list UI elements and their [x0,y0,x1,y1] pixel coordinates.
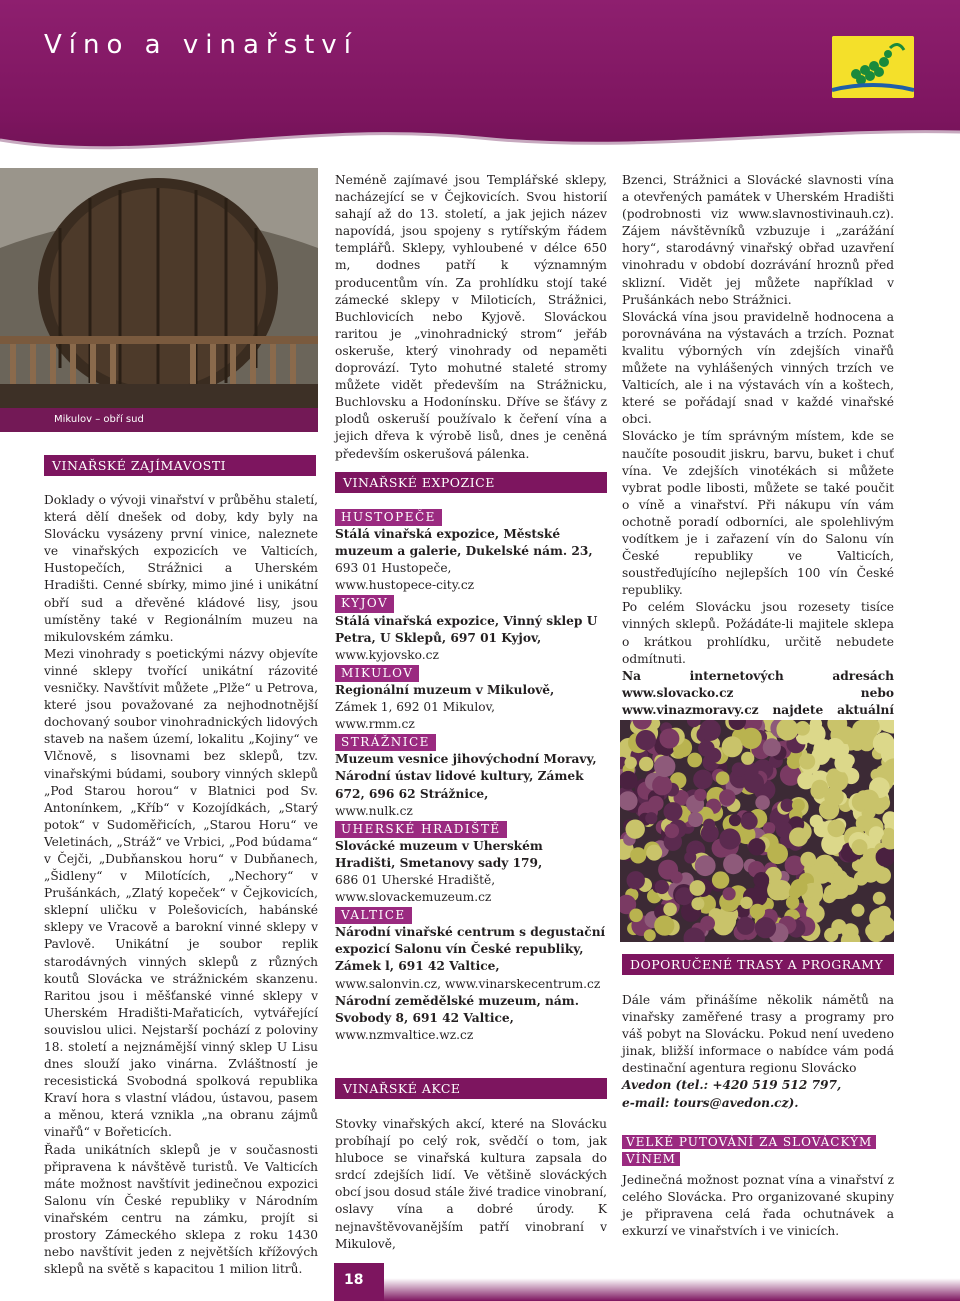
cellar-barrel-photo [0,168,318,432]
paragraph: Slovácká vína jsou pravidelně hodnocena a porovnávána na výstavách a trzích. Poznat kvalitu výborných vín zdejších vinařů můžete na vyhlášených vinných trzích ve Valticích, ale i na výstavách vín a koštech, které se pořádají snad v každé vinařské obci. [622,309,894,427]
expo-name: Stálá vinařská expozice, Městské muzeum a galerie, Dukelské nám. 23, [335,527,593,559]
footer-band [334,1263,960,1301]
expo-item [335,664,607,733]
expo-link[interactable]: www.salonvin.cz, www.vinarskecentrum.cz [335,976,601,991]
expo-item [335,733,607,819]
expo-address: 686 01 Uherské Hradiště, [335,872,496,887]
column-3-velke [622,1172,894,1240]
town-label: HUSTOPEČE [335,509,442,526]
expo-link[interactable]: www.rmm.cz [335,717,415,732]
subheading-line: VÍNEM [622,1152,680,1166]
expo-address: Zámek 1, 692 01 Mikulov, [335,700,495,715]
expo-address: 693 01 Hustopeče, [335,561,452,576]
paragraph: Stovky vinařských akcí, které na Slovácku probíhají po celý rok, svědčí o tom, jak hluboce se vinařská kultura zapsala do srdcí zdejších lidí. Ve většině slováckých obcí jsou dosud stále živé tradice vinobraní, oslavy vína a dobré úrody. K nejnavštěvovanějším patří vinobraní v Mikulově, [335,1117,607,1251]
column-2-akce [335,1116,607,1253]
paragraph: Dále vám přinášíme několik námětů na vinařsky zaměřené trasy a programy pro váš pobyt na Slovácku. Pokud není uvedeno jinak, bližší informace o nabídce vám podá destinační agentura regionu Slovácko [622,993,894,1076]
column-3-trasy [622,992,894,1112]
town-label: VALTICE [335,907,412,924]
paragraph: Po celém Slovácku jsou rozesety tisíce vinných sklepů. Požádáte-li majitele sklepa o krátkou prohlídku, určitě nebudete odmítnuti. [622,600,894,666]
expo-name: Národní vinařské centrum s degustační expozicí Salonu vín České republiky, Zámek l, 691 42 Valtice, [335,925,606,974]
expo-link[interactable]: www.slovackemuzeum.cz [335,890,492,905]
column-3-intro [622,172,894,736]
expo-link[interactable]: www.hustopece-city.cz [335,578,475,593]
expo-name: Muzeum vesnice jihovýchodní Moravy, Národní ústav lidové kultury, Zámek 672, 696 62 Strážnice, [335,752,597,801]
town-label: KYJOV [335,595,394,612]
expo-link[interactable]: www.kyjovsko.cz [335,647,439,662]
paragraph: Řada unikátních sklepů je v současnosti připravena k návštěvě turistů. Ve Valticích máte možnost navštívit jedinečnou expozici Salonu vín České republiky v Národním vinařském centru na zámku, projít si prostory Zámeckého sklepa z roku 1430 nebo navštívit jeden z největších křížových sklepů na světě s kapacitou 1 milion litrů. [44,1142,318,1277]
region-logo [832,36,914,98]
section-heading-expozice: VINAŘSKÉ EXPOZICE [335,472,607,493]
paragraph: Doklady o vývoji vinařství v průběhu staletí, která dělí dnešek od doby, kdy byly na Slovácku vysázeny první vinice, naleznete ve vinařských expozicích ve Valticích, Hustopečích, Strážnici a Uherském Hradišti. Cenné sbírky, mimo jiné i unikátní obří sud a dřevěné kládové lisy, jsou umístěny také v Regionálním muzeu na mikulovském zámku. [44,493,318,644]
town-label: UHERSKÉ HRADIŠTĚ [335,821,507,838]
paragraph: Neméně zajímavé jsou Templářské sklepy, nacházející se v Čejkovicích. Svou historií sahají až do 13. století, a jak jejich název napovídá, jsou spojeny s rytířským řádem templářů. Sklepy, vyhloubené v délce 650 m, dodnes patří k významným producentům vín. Za prohlídku stojí také zámecké sklepy v Miloticích, Strážnici, Buchlovicích nebo Kyjově. Slováckou raritou je „vinohradnický strom“ jeřáb oskeruše, který vinohrady od nepaměti doprovází. Tyto mohutné staleté stromy můžete vidět především na Strážnicku, Buchlovsku a Hodonínsku. Dříve se šťávy z plodů oskeruší používalo k čeření vína a jejich dřeva k výrobě lisů, dnes je ceněná především oskerušová pálenka. [335,173,607,461]
expo-list [335,508,607,1044]
column-2-intro [335,172,607,463]
paragraph: Mezi vinohrady s poetickými názvy objevíte vinné sklepy tvořící unikátní rázovité vesničky. Navštívit můžete „Plže“ u Petrova, které jsou považované za nejhodnotnější dochovaný soubor vinohradnických lidových staveb na našem území, lokalitu „Kojiny“ ve Vlčnově, s lisovnami bez sklepů, tzv. vinařskými búdami, soubory vinných sklepů „Pod Starou horou“ v Blatnici pod Sv. Antonínkem, „Kříb“ v Kozojídkách, „Starý potok“ v Sudoměřicích, „Starou Horu“ ve Veletinách, „Stráž“ ve Vrbici, „Pod búdama“ v Čejči, „Dubňanskou horu“ v Dubňanech, „Šidleny“ v Milotících, „Nechory“ v Prušánkách, „Zlatý kopeček“ v Čejkovicích, sklepní uličku v Polešovicích, habánské sklepy ve Vracově a barokní vinné sklepy v Pavlově. Unikátní je soubor replik starodávných vinných sklepů z různých koutů Slovácka ve strážnickém skanzenu. Raritou jsou i měšťanské vinné sklepy v Uherském Hradišti-Mařaticích, vytvářející souvislou ulici. Nejstarší pochází z poloviny 18. století a nejznámější vinný sklep U Lisu dnes slouží jako vinárna. Zvláštností je recesistická Svobodná spolková republika Kraví hora s vlastní vládou, ústavou, pasem a měnou, která vznikla „na obranu zájmů vinařů“ v Bořeticích. [44,646,318,1140]
velke-putovani-heading [622,1134,894,1168]
expo-item [335,508,607,594]
section-heading-zajimavosti: VINAŘSKÉ ZAJÍMAVOSTI [44,455,316,476]
banner-wave [0,110,960,170]
expo-name: Regionální muzeum v Mikulově, [335,682,555,697]
grape-logo-icon [832,36,914,98]
page-title: Víno a vinařství [44,30,358,60]
contact-email[interactable]: e-mail: tours@avedon.cz). [622,1095,799,1110]
town-label: MIKULOV [335,665,419,682]
paragraph: Bzenci, Strážnici a Slovácké slavnosti vína a otevřených památek v Uherském Hradišti (podrobnosti viz www.slavnostivinauh.cz). Zájem návštěvníků vzbuzuje i „zarážání hory“, starodávný vinařský obřad uzavření vinohradu v období dozrávání hroznů před sklizní. Vidět jej můžete například v Prušánkách nebo Strážnici. [622,173,894,307]
expo-name: Slovácké muzeum v Uherském Hradišti, Smetanovy sady 179, [335,838,543,870]
paragraph: Na internetových adresách www.slovacko.cz nebo www.vinazmoravy.cz najdete aktuální [622,668,894,717]
section-heading-trasy: DOPORUČENÉ TRASY A PROGRAMY [622,954,894,975]
subheading-line: VELKÉ PUTOVÁNÍ ZA SLOVÁCKÝM [622,1135,876,1149]
column-1 [44,492,318,1278]
photo-caption: Mikulov – obří sud [54,414,144,425]
expo-link[interactable]: www.nzmvaltice.wz.cz [335,1027,474,1042]
expo-item [335,820,607,906]
expo-item [335,594,607,663]
expo-name: Národní zemědělské muzeum, nám. Svobody 8, 691 42 Valtice, [335,993,579,1025]
page-number: 18 [334,1263,384,1301]
expo-link[interactable]: www.nulk.cz [335,803,413,818]
town-label: STRÁŽNICE [335,734,436,751]
section-heading-akce: VINAŘSKÉ AKCE [335,1078,607,1099]
grapes-photo [620,720,894,942]
paragraph: Jedinečná možnost poznat vína a vinařství z celého Slovácka. Pro organizované skupiny je připravena celá řada ochutnávek a exkurzí ve vinařstvích i ve vinicích. [622,1173,894,1239]
paragraph: Slovácko je tím správným místem, kde se naučíte posoudit jiskru, barvu, buket i chuť vína. Ve zdejších vinotékách si můžete vybrat podle libosti, můžete se také poučit o víně a vinařství. Při nákupu vín vám ochotně poradí odborníci, ale spolehlivým vodítkem je i zařazení vín do Salonu vín České republiky ve Valticích, soustřeďujícího nejlepších 100 vín České republiky. [622,429,894,598]
expo-item [335,906,607,1044]
contact-phone: Avedon (tel.: +420 519 512 797, [622,1078,842,1093]
expo-name: Stálá vinařská expozice, Vinný sklep U Petra, U Sklepů, 697 01 Kyjov, [335,613,598,645]
